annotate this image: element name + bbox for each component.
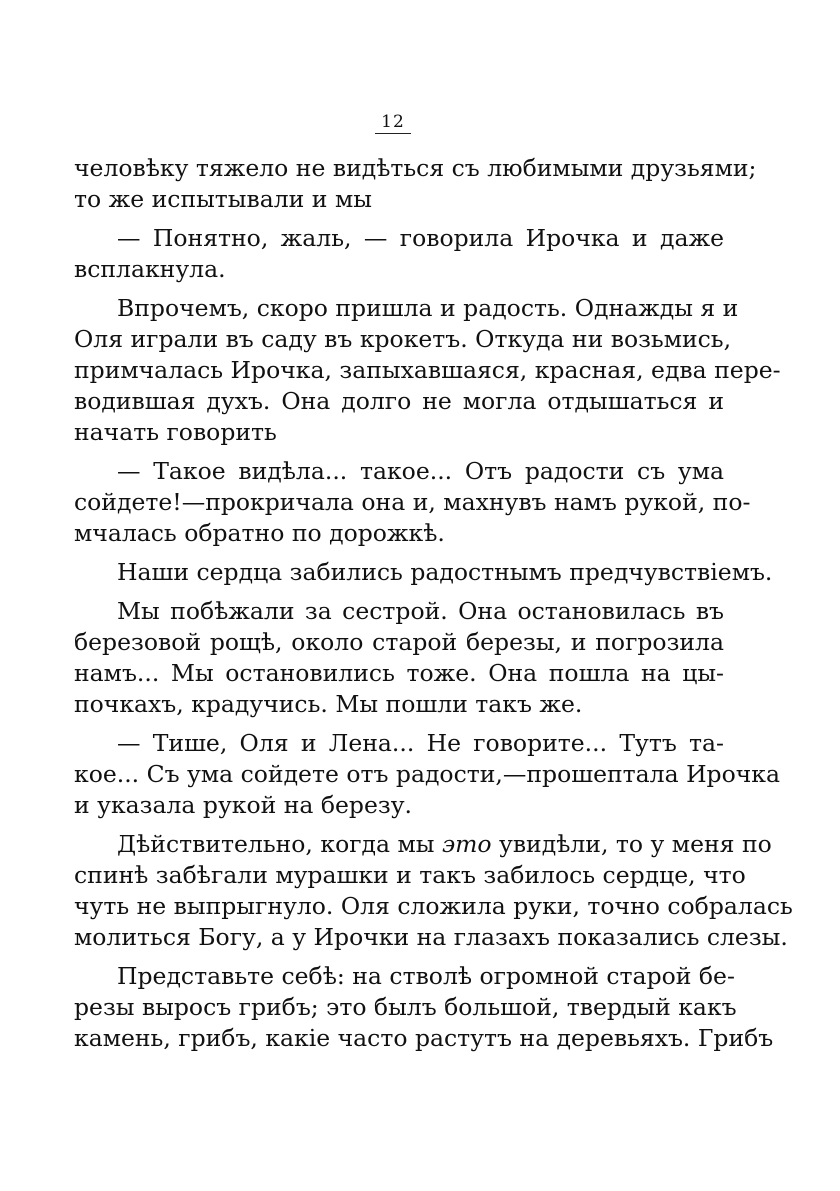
emphasized-word: это (441, 830, 492, 858)
text-line: березовой рощѣ, около старой березы, и погрозила (74, 628, 724, 656)
text-line: водившая духъ. Она долго не могла отдышаться и (74, 387, 724, 415)
text-line: то же испытывали и мы (74, 185, 372, 213)
text-line: — Тише, Оля и Лена... Не говорите... Тутъ та- (117, 729, 724, 757)
text-line: Представьте себѣ: на стволѣ огромной старой бе- (117, 962, 735, 990)
text-line: намъ... Мы остановились тоже. Она пошла на цы- (74, 659, 724, 687)
text-line: мчалась обратно по дорожкѣ. (74, 519, 445, 547)
text-line: резы выросъ грибъ; это былъ большой, твердый какъ (74, 993, 737, 1021)
text-line: и указала рукой на березу. (74, 791, 412, 819)
text-line: Впрочемъ, скоро пришла и радость. Однажды я и (117, 294, 739, 322)
text-line: спинѣ забѣгали мурашки и такъ забилось сердце, что (74, 861, 746, 889)
body-text (74, 153, 793, 1054)
text-line: сойдете!—прокричала она и, махнувъ намъ рукой, по- (74, 488, 751, 516)
text-segment: Дѣйствительно, когда мы (117, 830, 442, 858)
text-line: человѣку тяжело не видѣться съ любимыми друзьями; (74, 154, 757, 182)
text-line: кое... Съ ума сойдете отъ радости,—прошептала Ирочка (74, 760, 780, 788)
text-line: камень, грибъ, какіе часто растутъ на деревьяхъ. Грибъ (74, 1024, 774, 1052)
text-segment: увидѣли, то у меня по (491, 830, 772, 858)
text-line: всплакнула. (74, 255, 226, 283)
text-line: — Понятно, жаль, — говорила Ирочка и даже (117, 224, 724, 252)
text-line: Мы побѣжали за сестрой. Она остановилась въ (117, 597, 724, 625)
text-line: молиться Богу, а у Ирочки на глазахъ показались слезы. (74, 923, 788, 951)
text-line: начать говорить (74, 418, 277, 446)
text-line: Оля играли въ саду въ крокетъ. Откуда ни возьмись, (74, 325, 732, 353)
text-line: чуть не выпрыгнуло. Оля сложила руки, точно собралась (74, 892, 793, 920)
text-line: почкахъ, крадучись. Мы пошли такъ же. (74, 690, 583, 718)
text-line: — Такое видѣла... такое... Отъ радости съ ума (117, 457, 724, 485)
text-line: примчалась Ирочка, запыхавшаяся, красная, едва пере- (74, 356, 781, 384)
page-number: 12 (0, 112, 786, 134)
text-line (74, 829, 772, 860)
text-line: Наши сердца забились радостнымъ предчувствіемъ. (117, 558, 773, 586)
